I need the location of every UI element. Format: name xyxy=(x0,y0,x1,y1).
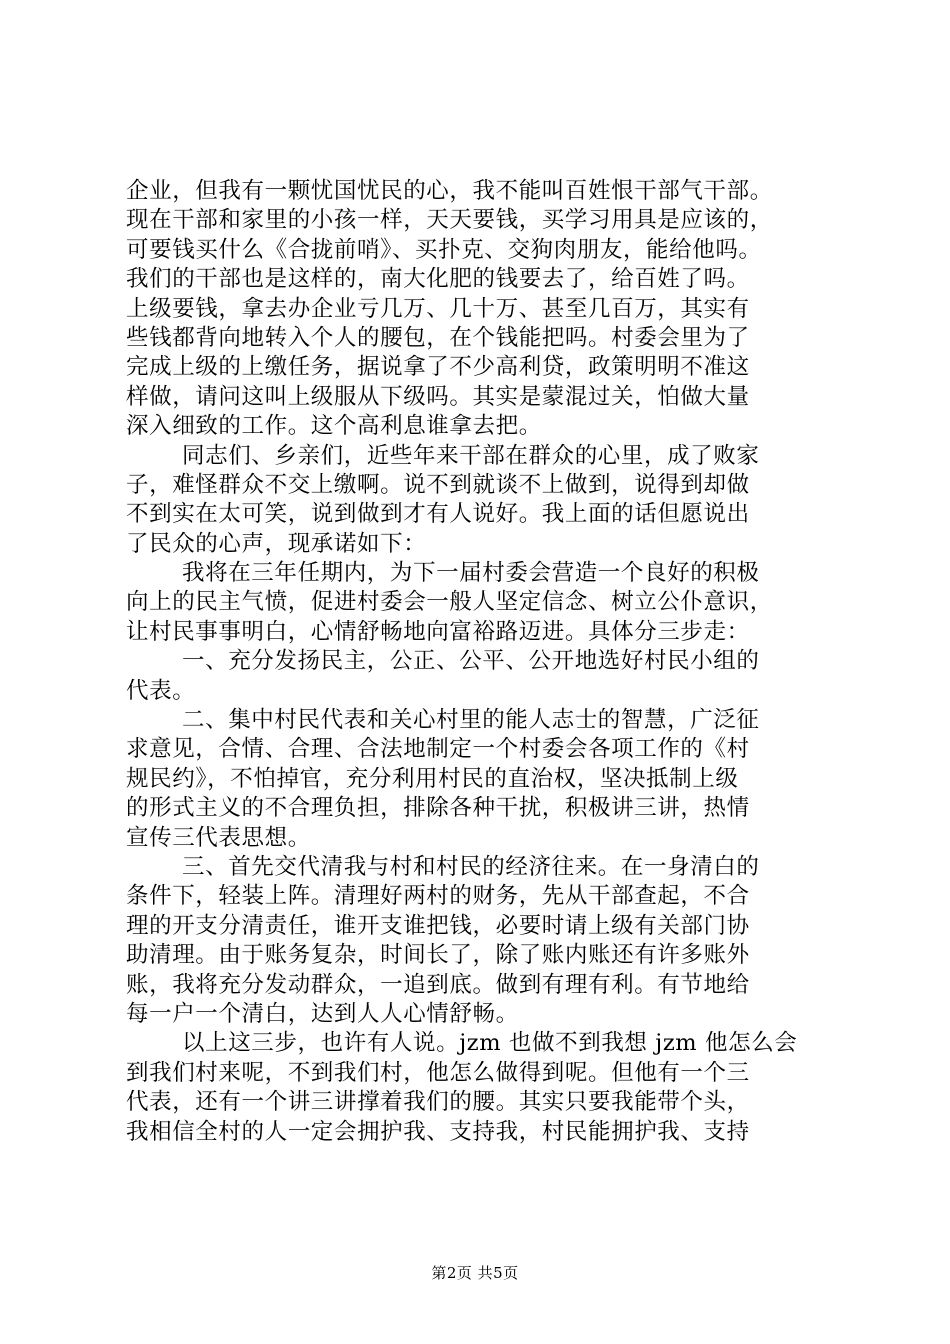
text-line: 账，我将充分发动群众，一追到底。做到有理有利。有节地给 xyxy=(126,971,750,998)
text-line: 我相信全村的人一定会拥护我、支持我，村民能拥护我、支持 xyxy=(126,1118,750,1145)
text-line: 理的开支分清责任，谁开支谁把钱，必要时请上级有关部门协 xyxy=(126,912,750,939)
text-line: 助清理。由于账务复杂，时间长了，除了账内账还有许多账外 xyxy=(126,942,750,969)
text-line: 同志们、乡亲们，近些年来干部在群众的心里，成了败家 xyxy=(182,442,760,469)
text-line: 代表。 xyxy=(126,677,196,704)
text-line: 条件下，轻装上阵。清理好两村的财务，先从干部查起，不合 xyxy=(126,883,750,910)
text-line: 我将在三年任期内，为下一届村委会营造一个良好的积极 xyxy=(182,560,760,587)
text-line: 三、首先交代清我与村和村民的经济往来。在一身清白的 xyxy=(182,853,760,880)
text-line: 现在干部和家里的小孩一样，天天要钱，买学习用具是应该的， xyxy=(126,207,773,234)
text-line: 求意见，合情、合理、合法地制定一个村委会各项工作的《村 xyxy=(126,736,750,763)
text-line: 向上的民主气愤，促进村委会一般人坚定信念、树立公仆意识， xyxy=(126,589,773,616)
text-line: 些钱都背向地转入个人的腰包，在个钱能把吗。村委会里为了 xyxy=(126,324,750,351)
text-line: 样做，请问这叫上级服从下级吗。其实是蒙混过关，怕做大量 xyxy=(126,383,750,410)
text-line: 了民众的心声，现承诺如下： xyxy=(126,530,427,557)
text-line: 规民约》，不怕掉官，充分利用村民的直治权，坚决抵制上级 xyxy=(126,765,739,792)
text-line: 让村民事事明白，心情舒畅地向富裕路迈进。具体分三步走： xyxy=(126,618,750,645)
text-line: 企业，但我有一颗忧国忧民的心，我不能叫百姓恨干部气干部。 xyxy=(126,178,773,204)
text-line: 每一户一个清白，达到人人心情舒畅。 xyxy=(126,1000,519,1027)
text-line: 深入细致的工作。这个高利息谁拿去把。 xyxy=(126,413,542,440)
text-line: 我们的干部也是这样的，南大化肥的钱要去了，给百姓了吗。 xyxy=(126,266,750,293)
text-line: 子，难怪群众不交上缴啊。说不到就谈不上做到，说得到却做 xyxy=(126,471,750,498)
text-line: 一、充分发扬民主，公正、公平、公开地选好村民小组的 xyxy=(182,648,760,675)
text-line: 代表，还有一个讲三讲撑着我们的腰。其实只要我能带个头， xyxy=(126,1089,750,1116)
text-line: 二、集中村民代表和关心村里的能人志士的智慧，广泛征 xyxy=(182,707,760,734)
text-line: 宣传三代表思想。 xyxy=(126,824,311,851)
text-line: 完成上级的上缴任务，据说拿了不少高利贷，政策明明不准这 xyxy=(126,354,750,381)
text-line: 不到实在太可笑，说到做到才有人说好。我上面的话但愿说出 xyxy=(126,501,750,528)
text-line: 以上这三步，也许有人说。jzm 也做不到我想 jzm 他怎么会 xyxy=(182,1030,798,1057)
text-line: 上级要钱，拿去办企业亏几万、几十万、甚至几百万，其实有 xyxy=(126,295,750,322)
document-body xyxy=(126,177,836,1147)
text-line: 可要钱买什么《合拢前哨》、买扑克、交狗肉朋友，能给他吗。 xyxy=(126,236,762,263)
text-line: 到我们村来呢，不到我们村，他怎么做得到呢。但他有一个三 xyxy=(126,1059,750,1086)
text-line: 的形式主义的不合理负担，排除各种干扰，积极讲三讲，热情 xyxy=(126,795,750,822)
page-number-footer: 第2页 共5页 xyxy=(431,1264,519,1282)
